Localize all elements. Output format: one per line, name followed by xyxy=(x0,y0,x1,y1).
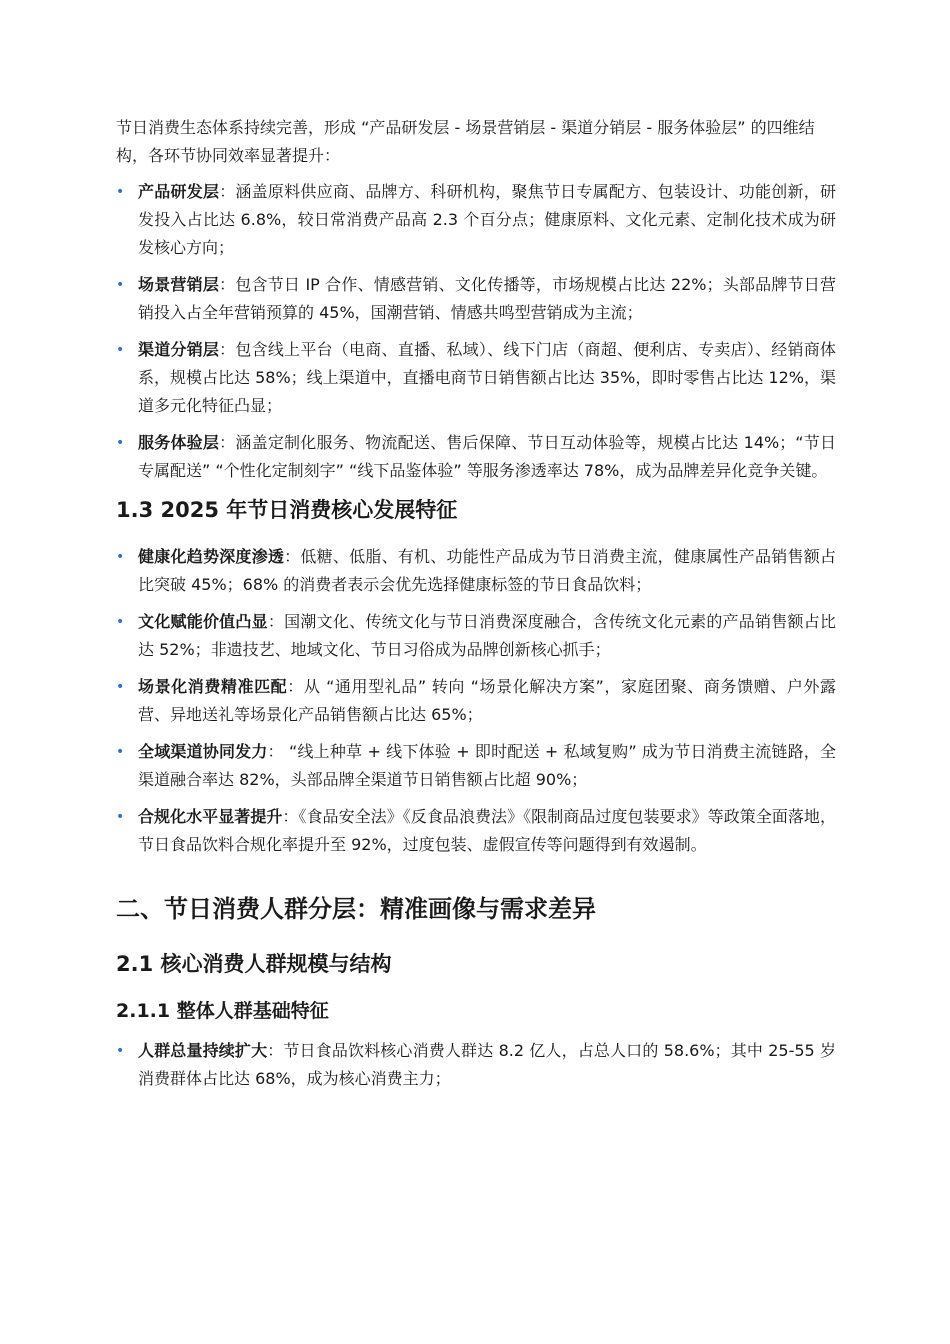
item-text: ：节日食品饮料核心消费人群达 8.2 亿人，占总人口的 58.6%；其中 25-55 岁消费群体占比达 68%，成为核心消费主力； xyxy=(138,1041,836,1088)
list-item xyxy=(116,673,836,729)
list-item xyxy=(116,178,836,262)
bullet-icon: • xyxy=(116,277,125,293)
list-item xyxy=(116,608,836,664)
item-title: 人群总量持续扩大 xyxy=(138,1041,268,1060)
item-title: 服务体验层 xyxy=(138,433,220,452)
item-text: ：低糖、低脂、有机、功能性产品成为节日消费主流，健康属性产品销售额占比突破 45%；68% 的消费者表示会优先选择健康标签的节日食品饮料； xyxy=(138,547,836,594)
bullet-icon: • xyxy=(116,614,125,630)
item-title: 文化赋能价值凸显 xyxy=(138,612,268,631)
population-list xyxy=(116,1037,836,1093)
list-item xyxy=(116,1037,836,1093)
bullet-icon: • xyxy=(116,342,125,358)
bullet-icon: • xyxy=(116,184,125,200)
item-title: 合规化水平显著提升 xyxy=(138,807,283,826)
document-page xyxy=(116,114,836,1103)
list-item xyxy=(116,271,836,327)
list-item xyxy=(116,803,836,859)
item-text: ： “线上种草 + 线下体验 + 即时配送 + 私域复购” 成为节日消费主流链路，全渠道融合率达 82%，头部品牌全渠道节日销售额占比超 90%； xyxy=(138,742,836,789)
section-heading-1-3: 1.3 2025 年节日消费核心发展特征 xyxy=(116,498,458,522)
item-title: 场景营销层 xyxy=(138,275,220,294)
chapter-heading-2: 二、节日消费人群分层：精准画像与需求差异 xyxy=(116,895,596,923)
list-item xyxy=(116,738,836,794)
section-heading-2-1-1: 2.1.1 整体人群基础特征 xyxy=(116,1000,329,1022)
item-text: ：涵盖原料供应商、品牌方、科研机构，聚焦节日专属配方、包装设计、功能创新，研发投入占比达 6.8%，较日常消费产品高 2.3 个百分点；健康原料、文化元素、定制化技术成为研发核心方向； xyxy=(138,182,836,257)
item-text: ：包含线上平台（电商、直播、私域）、线下门店（商超、便利店、专卖店）、经销商体系，规模占比达 58%；线上渠道中，直播电商节日销售额占比达 35%，即时零售占比达 12%，渠道多元化特征凸显； xyxy=(138,340,836,415)
item-text: ：国潮文化、传统文化与节日消费深度融合，含传统文化元素的产品销售额占比达 52%；非遗技艺、地域文化、节日习俗成为品牌创新核心抓手； xyxy=(138,612,836,659)
bullet-icon: • xyxy=(116,809,125,825)
bullet-icon: • xyxy=(116,1043,125,1059)
bullet-icon: • xyxy=(116,679,125,695)
features-list xyxy=(116,543,836,859)
layers-list xyxy=(116,178,836,485)
item-text: ：《食品安全法》《反食品浪费法》《限制商品过度包装要求》等政策全面落地，节日食品饮料合规化率提升至 92%，过度包装、虚假宣传等问题得到有效遏制。 xyxy=(138,807,836,854)
item-text: ：涵盖定制化服务、物流配送、售后保障、节日互动体验等，规模占比达 14%；“节日专属配送” “个性化定制刻字” “线下品鉴体验” 等服务渗透率达 78%，成为品牌差异化竞争关键。 xyxy=(138,433,836,480)
bullet-icon: • xyxy=(116,744,125,760)
item-title: 渠道分销层 xyxy=(138,340,220,359)
list-item xyxy=(116,429,836,485)
bullet-icon: • xyxy=(116,435,125,451)
section-heading-2-1: 2.1 核心消费人群规模与结构 xyxy=(116,952,392,976)
item-title: 全域渠道协同发力 xyxy=(138,742,268,761)
item-text: ：包含节日 IP 合作、情感营销、文化传播等，市场规模占比达 22%；头部品牌节日营销投入占全年营销预算的 45%，国潮营销、情感共鸣型营销成为主流； xyxy=(138,275,836,322)
intro-paragraph: 节日消费生态体系持续完善，形成 “产品研发层 - 场景营销层 - 渠道分销层 - 服务体验层” 的四维结构，各环节协同效率显著提升： xyxy=(116,118,815,165)
list-item xyxy=(116,336,836,420)
bullet-icon: • xyxy=(116,549,125,565)
item-title: 产品研发层 xyxy=(138,182,220,201)
item-title: 场景化消费精准匹配 xyxy=(138,677,288,696)
item-title: 健康化趋势深度渗透 xyxy=(138,547,285,566)
list-item xyxy=(116,543,836,599)
item-text: ：从 “通用型礼品” 转向 “场景化解决方案”，家庭团聚、商务馈赠、户外露营、异地送礼等场景化产品销售额占比达 65%； xyxy=(138,677,836,724)
